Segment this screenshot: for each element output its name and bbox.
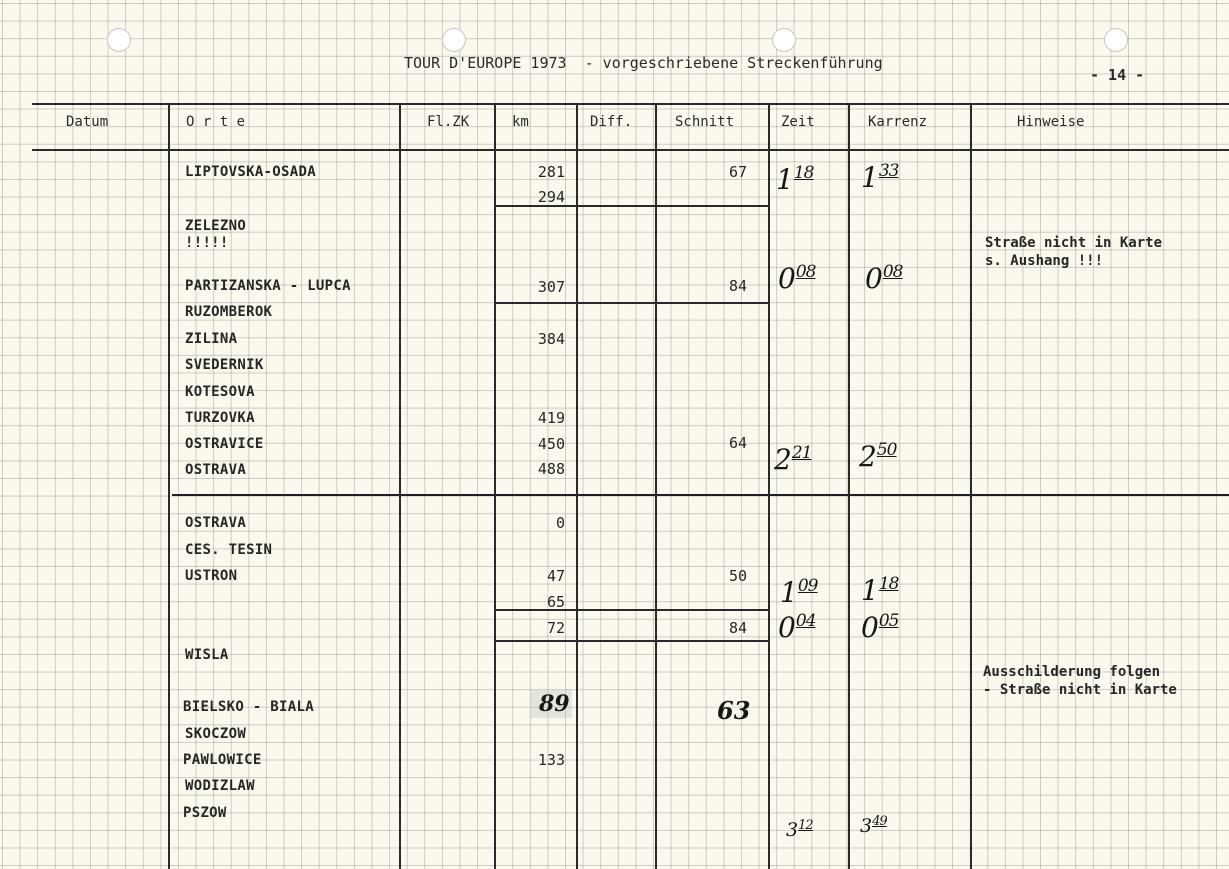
place-name: BIELSKO - BIALA bbox=[183, 699, 314, 715]
column-rule bbox=[768, 103, 770, 869]
km-value: 384 bbox=[537, 330, 565, 348]
schnitt-value: 67 bbox=[728, 163, 747, 181]
subtotal-rule bbox=[496, 302, 768, 304]
km-value: 488 bbox=[537, 460, 565, 478]
karrenz-value: $0^{08}$ bbox=[865, 262, 903, 295]
place-name: WODIZLAW bbox=[185, 778, 255, 794]
column-header-hinweise: Hinweise bbox=[1017, 114, 1085, 130]
place-name: ZILINA bbox=[185, 331, 238, 347]
place-name: !!!!! bbox=[185, 235, 229, 251]
note-text: - Straße nicht in Karte bbox=[983, 682, 1177, 698]
column-header-km: km bbox=[512, 114, 529, 130]
km-value-handwritten: 89 bbox=[539, 691, 570, 717]
zeit-value: $1^{09}$ bbox=[780, 576, 818, 609]
zeit-value: $0^{08}$ bbox=[778, 262, 816, 295]
column-header-schnitt: Schnitt bbox=[675, 114, 735, 130]
schnitt-value: 64 bbox=[728, 434, 747, 452]
place-name: OSTRAVA bbox=[185, 515, 247, 531]
karrenz-value: $2^{50}$ bbox=[859, 440, 897, 473]
punch-hole bbox=[107, 28, 131, 52]
km-value: 72 bbox=[546, 619, 565, 637]
place-name: LIPTOVSKA-OSADA bbox=[185, 164, 316, 180]
table-header-rule bbox=[32, 149, 1229, 151]
karrenz-value: $1^{18}$ bbox=[861, 574, 899, 607]
note-text: s. Aushang !!! bbox=[985, 253, 1104, 269]
karrenz-value: $3^{49}$ bbox=[860, 814, 887, 837]
table-top-rule bbox=[32, 103, 1229, 105]
place-name: PARTIZANSKA - LUPCA bbox=[185, 278, 351, 294]
schnitt-value-handwritten: 63 bbox=[717, 696, 751, 725]
km-value: 307 bbox=[537, 278, 565, 296]
place-name: OSTRAVA bbox=[185, 462, 247, 478]
km-value: 450 bbox=[537, 435, 565, 453]
section-divider-rule bbox=[172, 494, 1229, 496]
place-name: ZELEZNO bbox=[185, 218, 247, 234]
subtotal-rule bbox=[494, 609, 768, 611]
place-name: RUZOMBEROK bbox=[185, 304, 273, 320]
column-rule bbox=[494, 103, 496, 869]
column-header-zeit: Zeit bbox=[781, 114, 815, 130]
km-value: 294 bbox=[537, 188, 565, 206]
column-rule bbox=[970, 103, 972, 869]
place-name: PAWLOWICE bbox=[183, 752, 262, 768]
note-text: Straße nicht in Karte bbox=[985, 235, 1163, 251]
punch-hole bbox=[1104, 28, 1128, 52]
column-rule bbox=[399, 103, 401, 869]
place-name: SVEDERNIK bbox=[185, 357, 264, 373]
schnitt-value: 50 bbox=[728, 567, 747, 585]
place-name: OSTRAVICE bbox=[185, 436, 264, 452]
schnitt-value: 84 bbox=[728, 619, 747, 637]
column-header-karrenz: Karrenz bbox=[868, 114, 928, 130]
column-header-flzk: Fl.ZK bbox=[427, 114, 470, 130]
place-name: USTRON bbox=[185, 568, 238, 584]
place-name: CES. TESIN bbox=[185, 542, 273, 558]
place-name: WISLA bbox=[185, 647, 229, 663]
place-name: TURZOVKA bbox=[185, 410, 255, 426]
punch-hole bbox=[772, 28, 796, 52]
subtotal-rule bbox=[496, 205, 768, 207]
zeit-value: $1^{18}$ bbox=[776, 163, 814, 196]
karrenz-value: $1^{33}$ bbox=[861, 161, 899, 194]
place-name: SKOCZOW bbox=[185, 726, 247, 742]
karrenz-value: $0^{05}$ bbox=[861, 611, 899, 644]
column-rule bbox=[848, 103, 850, 869]
column-header-diff: Diff. bbox=[590, 114, 633, 130]
punch-hole bbox=[442, 28, 466, 52]
page-number: - 14 - bbox=[1090, 66, 1145, 84]
subtotal-rule bbox=[494, 640, 768, 642]
schnitt-value: 84 bbox=[728, 277, 747, 295]
zeit-value: $0^{04}$ bbox=[778, 611, 816, 644]
km-value: 47 bbox=[546, 567, 565, 585]
km-value: 281 bbox=[537, 163, 565, 181]
column-rule bbox=[655, 103, 657, 869]
km-value: 419 bbox=[537, 409, 565, 427]
note-text: Ausschilderung folgen bbox=[983, 664, 1161, 680]
column-header-datum: Datum bbox=[66, 114, 109, 130]
column-rule bbox=[576, 103, 578, 869]
km-value: 133 bbox=[537, 751, 565, 769]
km-value: 65 bbox=[546, 593, 565, 611]
place-name: PSZOW bbox=[183, 805, 227, 821]
place-name: KOTESOVA bbox=[185, 384, 255, 400]
column-rule bbox=[168, 103, 170, 869]
zeit-value: $3^{12}$ bbox=[786, 818, 813, 841]
zeit-value: $2^{21}$ bbox=[774, 443, 812, 476]
column-header-orte: O r t e bbox=[186, 114, 246, 130]
document-title: TOUR D'EUROPE 1973 - vorgeschriebene Streckenführung bbox=[404, 54, 883, 72]
km-value: 0 bbox=[555, 514, 565, 532]
